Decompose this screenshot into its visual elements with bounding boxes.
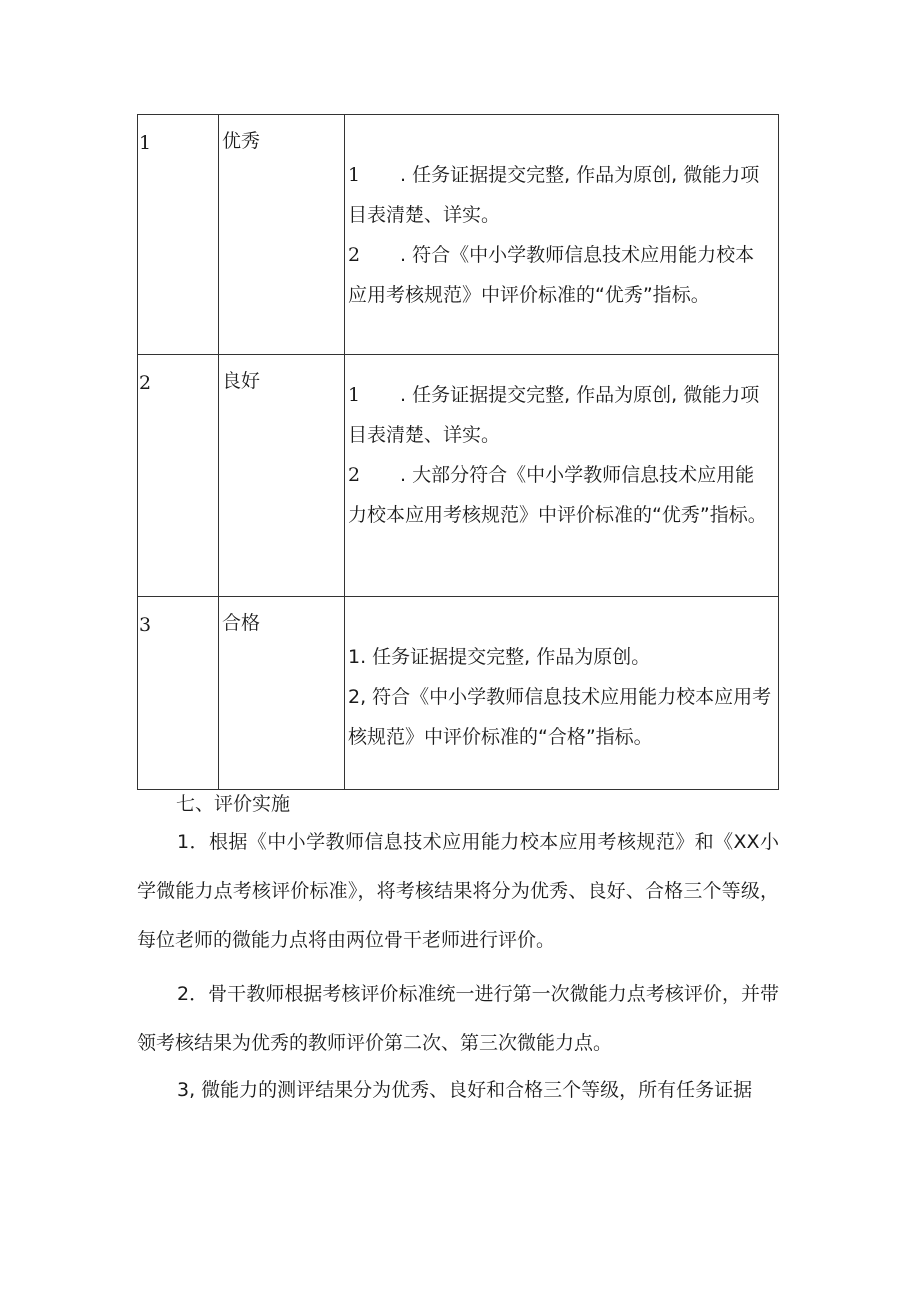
grade-level: 良好 bbox=[222, 370, 261, 392]
section-heading: 七、评价实施 bbox=[176, 793, 291, 815]
criterion-text: 2, 符合《中小学教师信息技术应用能力校本应用考核规范》中评价标准的“合格”指标。 bbox=[348, 686, 772, 748]
table-row bbox=[138, 355, 779, 597]
grade-level-cell bbox=[219, 355, 345, 597]
row-number: 1 bbox=[139, 132, 152, 154]
criteria-list bbox=[345, 597, 778, 757]
criterion-number: 2 bbox=[348, 244, 361, 266]
row-number-cell bbox=[138, 115, 219, 355]
criterion-item bbox=[348, 375, 772, 455]
criteria-cell bbox=[345, 115, 779, 355]
criterion-text: . 符合《中小学教师信息技术应用能力校本应用考核规范》中评价标准的“优秀”指标。 bbox=[348, 244, 755, 306]
criterion-item bbox=[348, 455, 772, 535]
row-number: 2 bbox=[139, 372, 152, 394]
criterion-number: 1 bbox=[348, 164, 361, 186]
criterion-item bbox=[348, 677, 772, 757]
evaluation-rubric-table bbox=[137, 114, 779, 790]
body-paragraph: 1．根据《中小学教师信息技术应用能力校本应用考核规范》和《XX小学微能力点考核评价标准》，将考核结果将分为优秀、良好、合格三个等级，每位老师的微能力点将由两位骨干老师进行评价。 bbox=[137, 831, 779, 951]
criteria-list bbox=[345, 355, 778, 535]
table-row bbox=[138, 597, 779, 790]
grade-level-cell bbox=[219, 115, 345, 355]
criterion-number: 2 bbox=[348, 464, 361, 486]
criterion-text: 1. 任务证据提交完整, 作品为原创。 bbox=[348, 646, 651, 668]
criterion-item bbox=[348, 155, 772, 235]
criteria-cell bbox=[345, 597, 779, 790]
criterion-text: . 任务证据提交完整, 作品为原创, 微能力项目表清楚、详实。 bbox=[348, 164, 760, 226]
row-number-cell bbox=[138, 597, 219, 790]
grade-level-cell bbox=[219, 597, 345, 790]
row-number: 3 bbox=[139, 614, 152, 636]
grade-level: 合格 bbox=[222, 612, 261, 634]
body-paragraph: 2．骨干教师根据考核评价标准统一进行第一次微能力点考核评价，并带领考核结果为优秀的教师评价第二次、第三次微能力点。 bbox=[137, 983, 779, 1054]
criteria-cell bbox=[345, 355, 779, 597]
criterion-text: . 任务证据提交完整, 作品为原创, 微能力项目表清楚、详实。 bbox=[348, 384, 760, 446]
grade-level: 优秀 bbox=[222, 130, 261, 152]
criterion-number: 1 bbox=[348, 384, 361, 406]
criterion-item bbox=[348, 637, 772, 677]
criterion-text: . 大部分符合《中小学教师信息技术应用能力校本应用考核规范》中评价标准的“优秀”指标。 bbox=[348, 464, 767, 526]
row-number-cell bbox=[138, 355, 219, 597]
criteria-list bbox=[345, 115, 778, 315]
criterion-item bbox=[348, 235, 772, 315]
body-paragraph: 3, 微能力的测评结果分为优秀、良好和合格三个等级，所有任务证据 bbox=[177, 1079, 753, 1101]
table-row bbox=[138, 115, 779, 355]
